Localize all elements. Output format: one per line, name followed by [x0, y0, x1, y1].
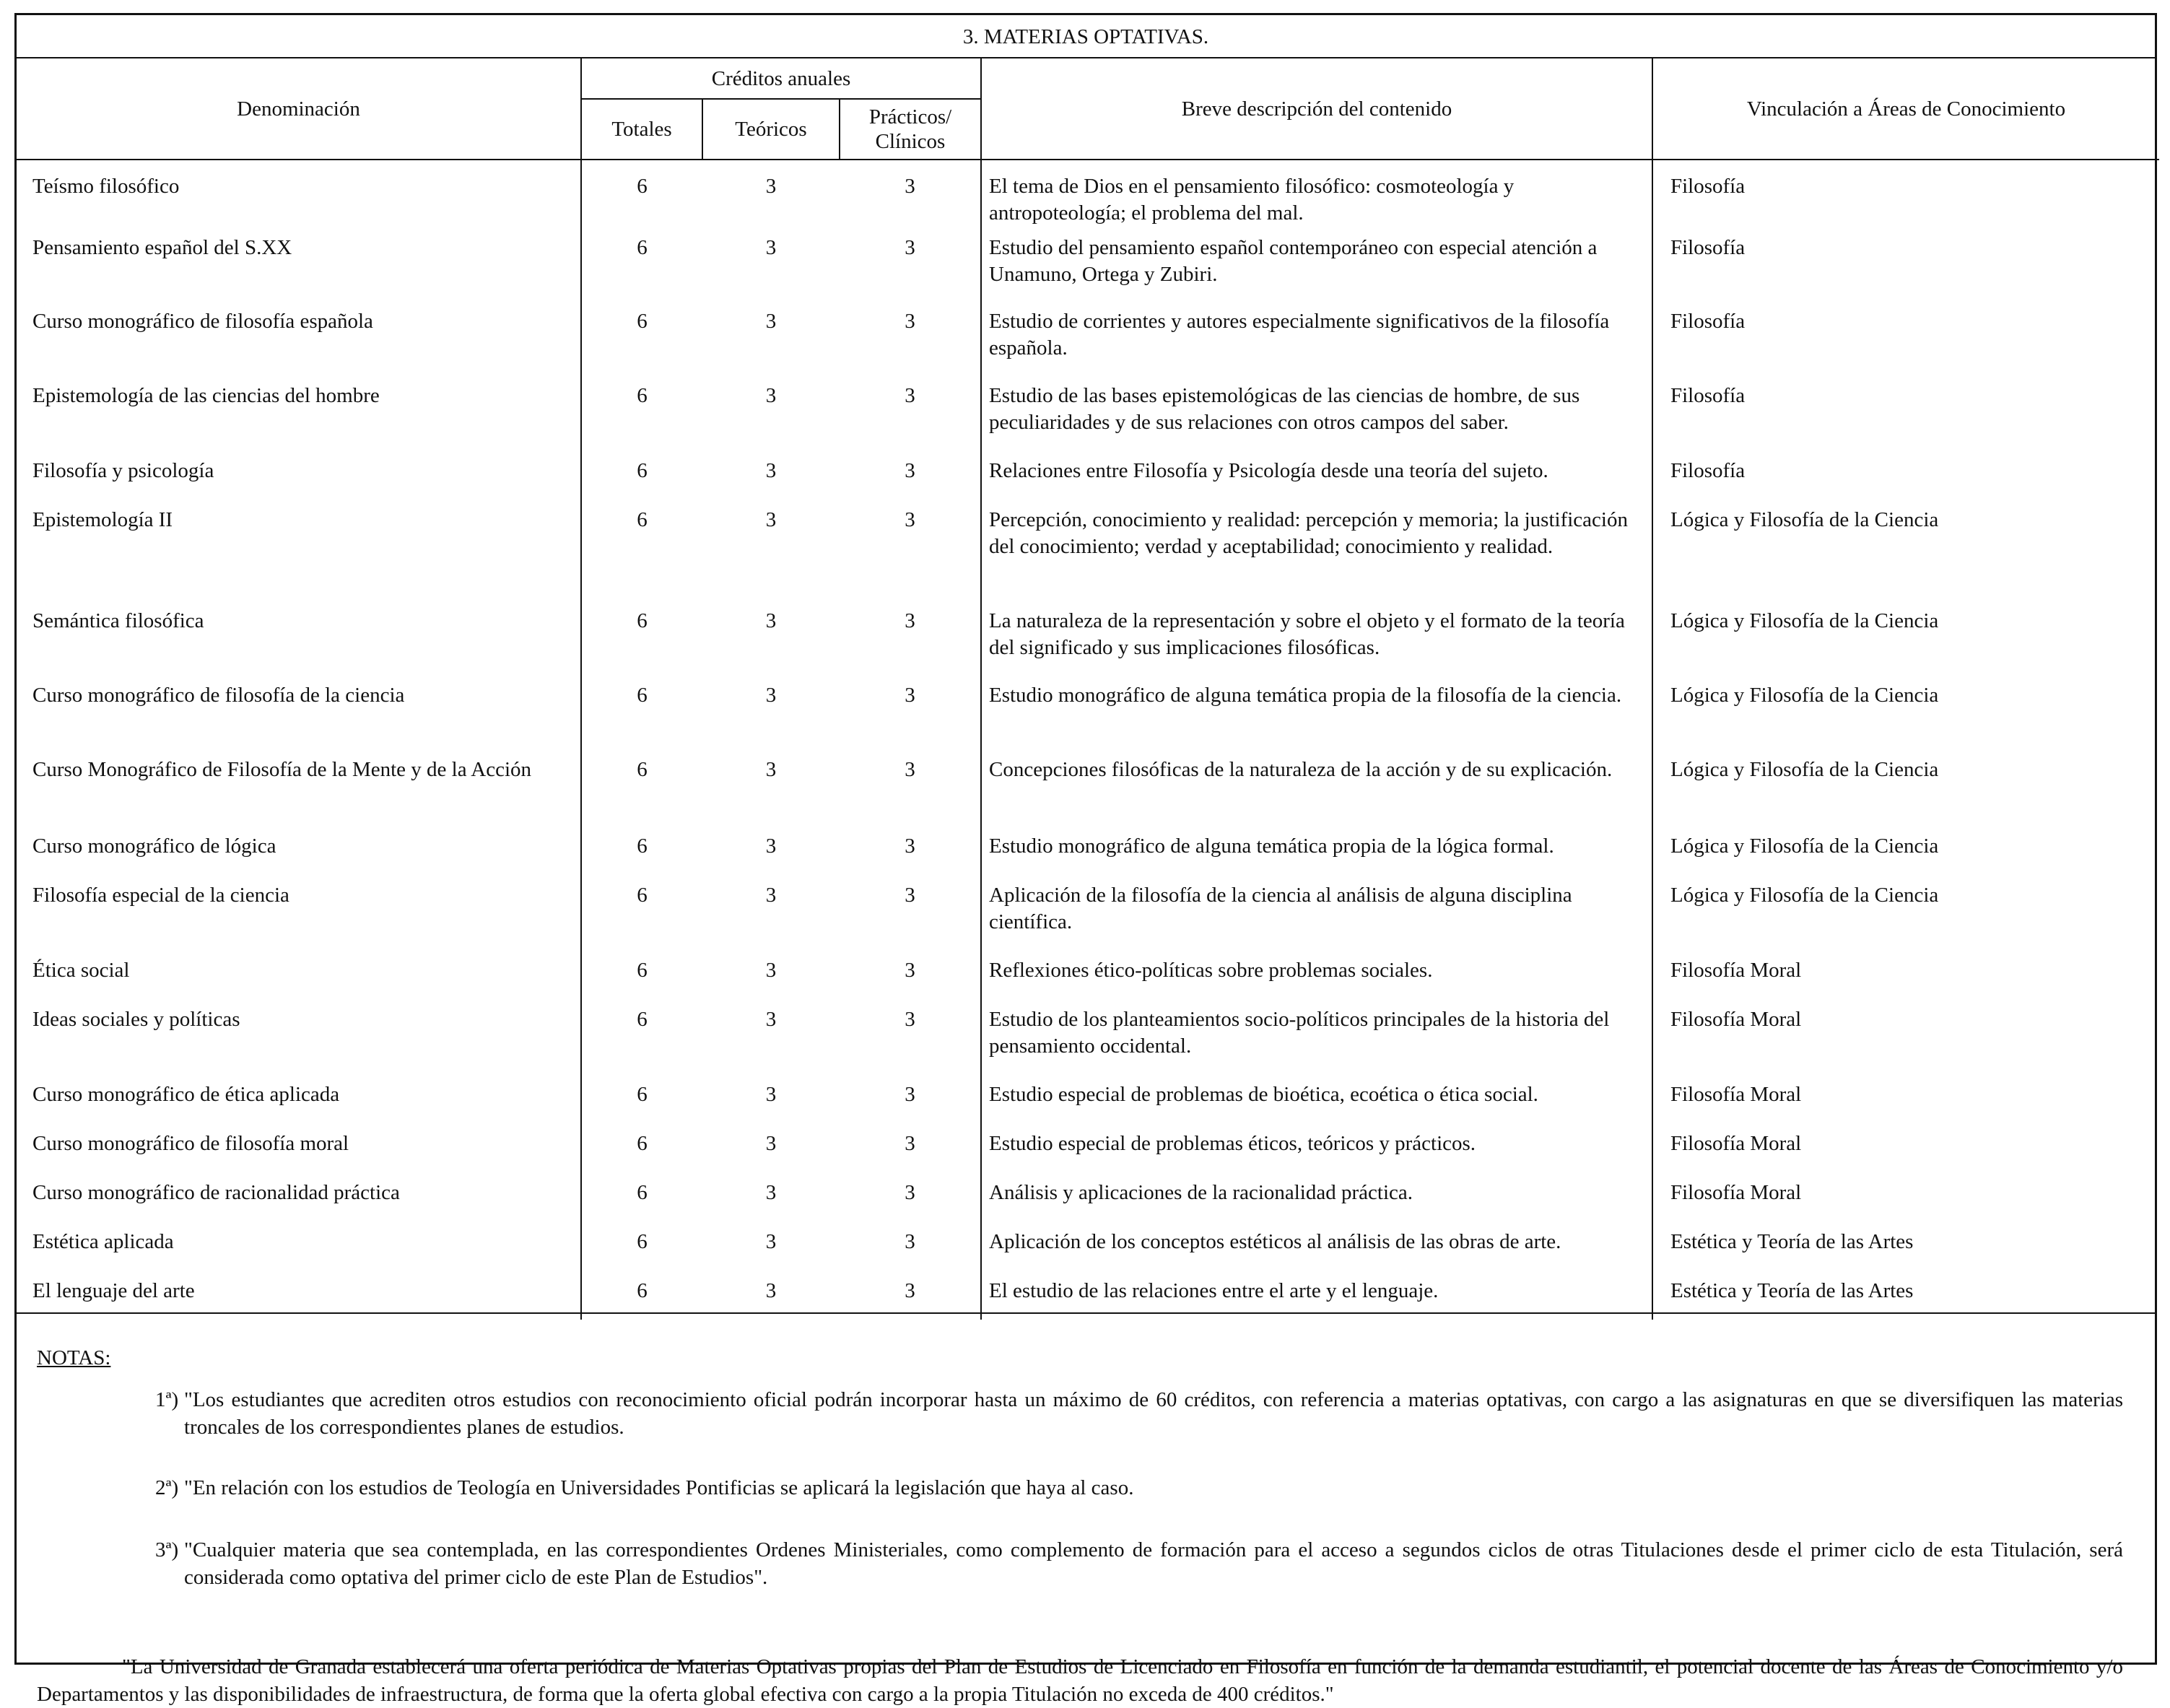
credits-total: 6	[637, 1008, 648, 1031]
knowledge-area: Filosofía	[1670, 459, 1746, 482]
table-row	[17, 957, 2159, 1006]
credits-theory: 3	[765, 835, 777, 858]
knowledge-area: Filosofía	[1670, 175, 1746, 198]
notes-heading: NOTAS:	[37, 1346, 111, 1369]
subject-description: El tema de Dios en el pensamiento filosófico: cosmoteología y antropoteología; el problema del mal.	[981, 160, 1652, 235]
note-number: 2ª)	[155, 1476, 179, 1499]
credits-practice: 3	[840, 682, 981, 757]
credits-theory: 3	[765, 684, 777, 707]
credits-theory: 3	[765, 384, 777, 407]
credits-total: 6	[637, 835, 648, 858]
header-totales: Totales	[581, 99, 702, 160]
credits-practice: 3	[840, 458, 981, 507]
credits-total: 6	[637, 684, 648, 707]
credits-total: 6	[637, 236, 648, 259]
knowledge-area: Lógica y Filosofía de la Ciencia	[1670, 508, 1939, 531]
knowledge-area: Lógica y Filosofía de la Ciencia	[1670, 684, 1939, 707]
subject-name: Epistemología II	[17, 507, 581, 608]
subject-name: Curso monográfico de filosofía moral	[17, 1130, 581, 1180]
credits-practice: 3	[840, 833, 981, 882]
subject-description: Relaciones entre Filosofía y Psicología desde una teoría del sujeto.	[981, 458, 1652, 507]
note-text: "En relación con los estudios de Teología en Universidades Pontificias se aplicará la legislación que haya al caso.	[184, 1476, 1134, 1499]
note-number: 3ª)	[155, 1538, 179, 1561]
table-row	[17, 833, 2159, 882]
credits-theory: 3	[765, 175, 777, 198]
note-number: 1ª)	[155, 1388, 179, 1411]
subject-description: Estudio de los planteamientos socio-políticos principales de la historia del pensamiento occidental.	[981, 1006, 1652, 1081]
credits-theory: 3	[765, 459, 777, 482]
header-practicos: Prácticos/ Clínicos	[840, 99, 981, 160]
credits-practice: 3	[840, 757, 981, 833]
note-2	[155, 1474, 2123, 1502]
credits-practice: 3	[840, 1130, 981, 1180]
knowledge-area: Estética y Teoría de las Artes	[1670, 1230, 1914, 1253]
credits-practice: 3	[840, 235, 981, 308]
credits-total: 6	[637, 1132, 648, 1155]
note-3	[155, 1536, 2123, 1591]
table-row	[17, 608, 2159, 682]
subject-name: Curso monográfico de racionalidad práctica	[17, 1180, 581, 1229]
credits-practice: 3	[840, 882, 981, 957]
credits-total: 6	[637, 384, 648, 407]
table-row	[17, 1229, 2159, 1278]
subject-description: Estudio monográfico de alguna temática propia de la lógica formal.	[981, 833, 1652, 882]
subject-name: Curso monográfico de filosofía española	[17, 308, 581, 383]
subject-description: Estudio monográfico de alguna temática propia de la filosofía de la ciencia.	[981, 682, 1652, 757]
subject-description: Estudio del pensamiento español contemporáneo con especial atención a Unamuno, Ortega y Zubiri.	[981, 235, 1652, 308]
knowledge-area: Filosofía	[1670, 310, 1746, 333]
table-row	[17, 308, 2159, 383]
credits-total: 6	[637, 1083, 648, 1106]
table-row	[17, 1180, 2159, 1229]
knowledge-area: Lógica y Filosofía de la Ciencia	[1670, 758, 1939, 781]
subject-name: Semántica filosófica	[17, 608, 581, 682]
credits-practice: 3	[840, 160, 981, 235]
credits-theory: 3	[765, 758, 777, 781]
credits-total: 6	[637, 758, 648, 781]
subject-name: Curso monográfico de filosofía de la ciencia	[17, 682, 581, 757]
credits-practice: 3	[840, 957, 981, 1006]
optional-subjects-table	[17, 58, 2159, 1320]
subject-name: El lenguaje del arte	[17, 1278, 581, 1320]
subject-description: Análisis y aplicaciones de la racionalidad práctica.	[981, 1180, 1652, 1229]
subject-description: Estudio de las bases epistemológicas de las ciencias de hombre, de sus peculiaridades y de sus relaciones con otros campos del saber.	[981, 383, 1652, 458]
credits-total: 6	[637, 959, 648, 982]
subject-name: Curso monográfico de ética aplicada	[17, 1081, 581, 1130]
credits-practice: 3	[840, 1180, 981, 1229]
credits-theory: 3	[765, 959, 777, 982]
credits-practice: 3	[840, 1278, 981, 1320]
subject-name: Curso Monográfico de Filosofía de la Mente y de la Acción	[17, 757, 581, 833]
credits-practice: 3	[840, 1006, 981, 1081]
table-row	[17, 458, 2159, 507]
credits-total: 6	[637, 884, 648, 907]
credits-total: 6	[637, 1230, 648, 1253]
document-frame	[14, 13, 2157, 1706]
table-row	[17, 1130, 2159, 1180]
subject-description: El estudio de las relaciones entre el arte y el lenguaje.	[981, 1278, 1652, 1320]
credits-practice: 3	[840, 308, 981, 383]
header-descripcion: Breve descripción del contenido	[981, 58, 1652, 160]
credits-theory: 3	[765, 1181, 777, 1204]
subject-description: Estudio especial de problemas de bioética, ecoética o ética social.	[981, 1081, 1652, 1130]
note-text: "Los estudiantes que acrediten otros estudios con reconocimiento oficial podrán incorporar hasta un máximo de 60 créditos, con referencia a materias optativas, con cargo a las asignaturas en que se diversifiquen las materias troncales de los correspondientes planes de estudios.	[184, 1388, 2123, 1439]
credits-theory: 3	[765, 609, 777, 632]
header-denominacion: Denominación	[17, 58, 581, 160]
table-row	[17, 507, 2159, 608]
table-row	[17, 682, 2159, 757]
knowledge-area: Filosofía	[1670, 384, 1746, 407]
header-vinculacion: Vinculación a Áreas de Conocimiento	[1652, 58, 2159, 160]
credits-total: 6	[637, 459, 648, 482]
subject-description: Reflexiones ético-políticas sobre problemas sociales.	[981, 957, 1652, 1006]
subject-name: Filosofía y psicología	[17, 458, 581, 507]
credits-theory: 3	[765, 310, 777, 333]
header-creditos-anuales: Créditos anuales	[581, 58, 981, 99]
knowledge-area: Lógica y Filosofía de la Ciencia	[1670, 835, 1939, 858]
header-teoricos: Teóricos	[702, 99, 840, 160]
subject-name: Ética social	[17, 957, 581, 1006]
table-row	[17, 1006, 2159, 1081]
credits-theory: 3	[765, 236, 777, 259]
subject-description: Estudio de corrientes y autores especialmente significativos de la filosofía española.	[981, 308, 1652, 383]
subject-description: Estudio especial de problemas éticos, teóricos y prácticos.	[981, 1130, 1652, 1180]
credits-practice: 3	[840, 383, 981, 458]
subject-description: Concepciones filosóficas de la naturaleza de la acción y de su explicación.	[981, 757, 1652, 833]
credits-total: 6	[637, 1181, 648, 1204]
table-row	[17, 160, 2159, 235]
table-body	[17, 160, 2159, 1320]
credits-theory: 3	[765, 1008, 777, 1031]
notes-section	[17, 1312, 2155, 1706]
table-row	[17, 882, 2159, 957]
table-row	[17, 757, 2159, 833]
knowledge-area: Filosofía Moral	[1670, 959, 1802, 982]
knowledge-area: Lógica y Filosofía de la Ciencia	[1670, 884, 1939, 907]
table-row	[17, 235, 2159, 308]
credits-theory: 3	[765, 1132, 777, 1155]
knowledge-area: Filosofía	[1670, 236, 1746, 259]
subject-description: La naturaleza de la representación y sobre el objeto y el formato de la teoría del significado y sus implicaciones filosóficas.	[981, 608, 1652, 682]
knowledge-area: Lógica y Filosofía de la Ciencia	[1670, 609, 1939, 632]
knowledge-area: Estética y Teoría de las Artes	[1670, 1279, 1914, 1302]
credits-theory: 3	[765, 1279, 777, 1302]
note-1	[155, 1386, 2123, 1441]
closing-paragraph: "La Universidad de Granada establecerá una oferta periódica de Materias Optativas propias del Plan de Estudios de Licenciado en Filosofía en función de la demanda estudiantil, el potencial docente de las Áreas de Conocimiento y/o Departamentos y las disponibilidades de infraestructura, de forma que la oferta global efectiva con cargo a la propia Titulación no exceda de 400 créditos."	[37, 1655, 2123, 1706]
table-row	[17, 383, 2159, 458]
credits-practice: 3	[840, 1229, 981, 1278]
subject-description: Percepción, conocimiento y realidad: percepción y memoria; la justificación del conocimiento; verdad y aceptabilidad; conocimiento y realidad.	[981, 507, 1652, 608]
note-text: "Cualquier materia que sea contemplada, en las correspondientes Ordenes Ministeriales, como complemento de formación para el acceso a segundos ciclos de otras Titulaciones desde el primer ciclo de esta Titulación, será considerada como optativa del primer ciclo de este Plan de Estudios".	[184, 1538, 2123, 1589]
credits-total: 6	[637, 1279, 648, 1302]
credits-theory: 3	[765, 1083, 777, 1106]
credits-theory: 3	[765, 508, 777, 531]
table-row	[17, 1081, 2159, 1130]
knowledge-area: Filosofía Moral	[1670, 1008, 1802, 1031]
subject-description: Aplicación de los conceptos estéticos al análisis de las obras de arte.	[981, 1229, 1652, 1278]
subject-name: Ideas sociales y políticas	[17, 1006, 581, 1081]
knowledge-area: Filosofía Moral	[1670, 1083, 1802, 1106]
subject-name: Curso monográfico de lógica	[17, 833, 581, 882]
subject-name: Teísmo filosófico	[17, 160, 581, 235]
credits-total: 6	[637, 310, 648, 333]
credits-total: 6	[637, 175, 648, 198]
subject-name: Filosofía especial de la ciencia	[17, 882, 581, 957]
subject-name: Pensamiento español del S.XX	[17, 235, 581, 308]
subject-name: Estética aplicada	[17, 1229, 581, 1278]
subject-name: Epistemología de las ciencias del hombre	[17, 383, 581, 458]
credits-total: 6	[637, 508, 648, 531]
table-header	[17, 58, 2159, 160]
credits-theory: 3	[765, 1230, 777, 1253]
credits-practice: 3	[840, 608, 981, 682]
knowledge-area: Filosofía Moral	[1670, 1181, 1802, 1204]
credits-practice: 3	[840, 507, 981, 608]
page-title: 3. MATERIAS OPTATIVAS.	[17, 15, 2155, 58]
credits-total: 6	[637, 609, 648, 632]
credits-practice: 3	[840, 1081, 981, 1130]
credits-theory: 3	[765, 884, 777, 907]
knowledge-area: Filosofía Moral	[1670, 1132, 1802, 1155]
subject-description: Aplicación de la filosofía de la ciencia al análisis de alguna disciplina científica.	[981, 882, 1652, 957]
